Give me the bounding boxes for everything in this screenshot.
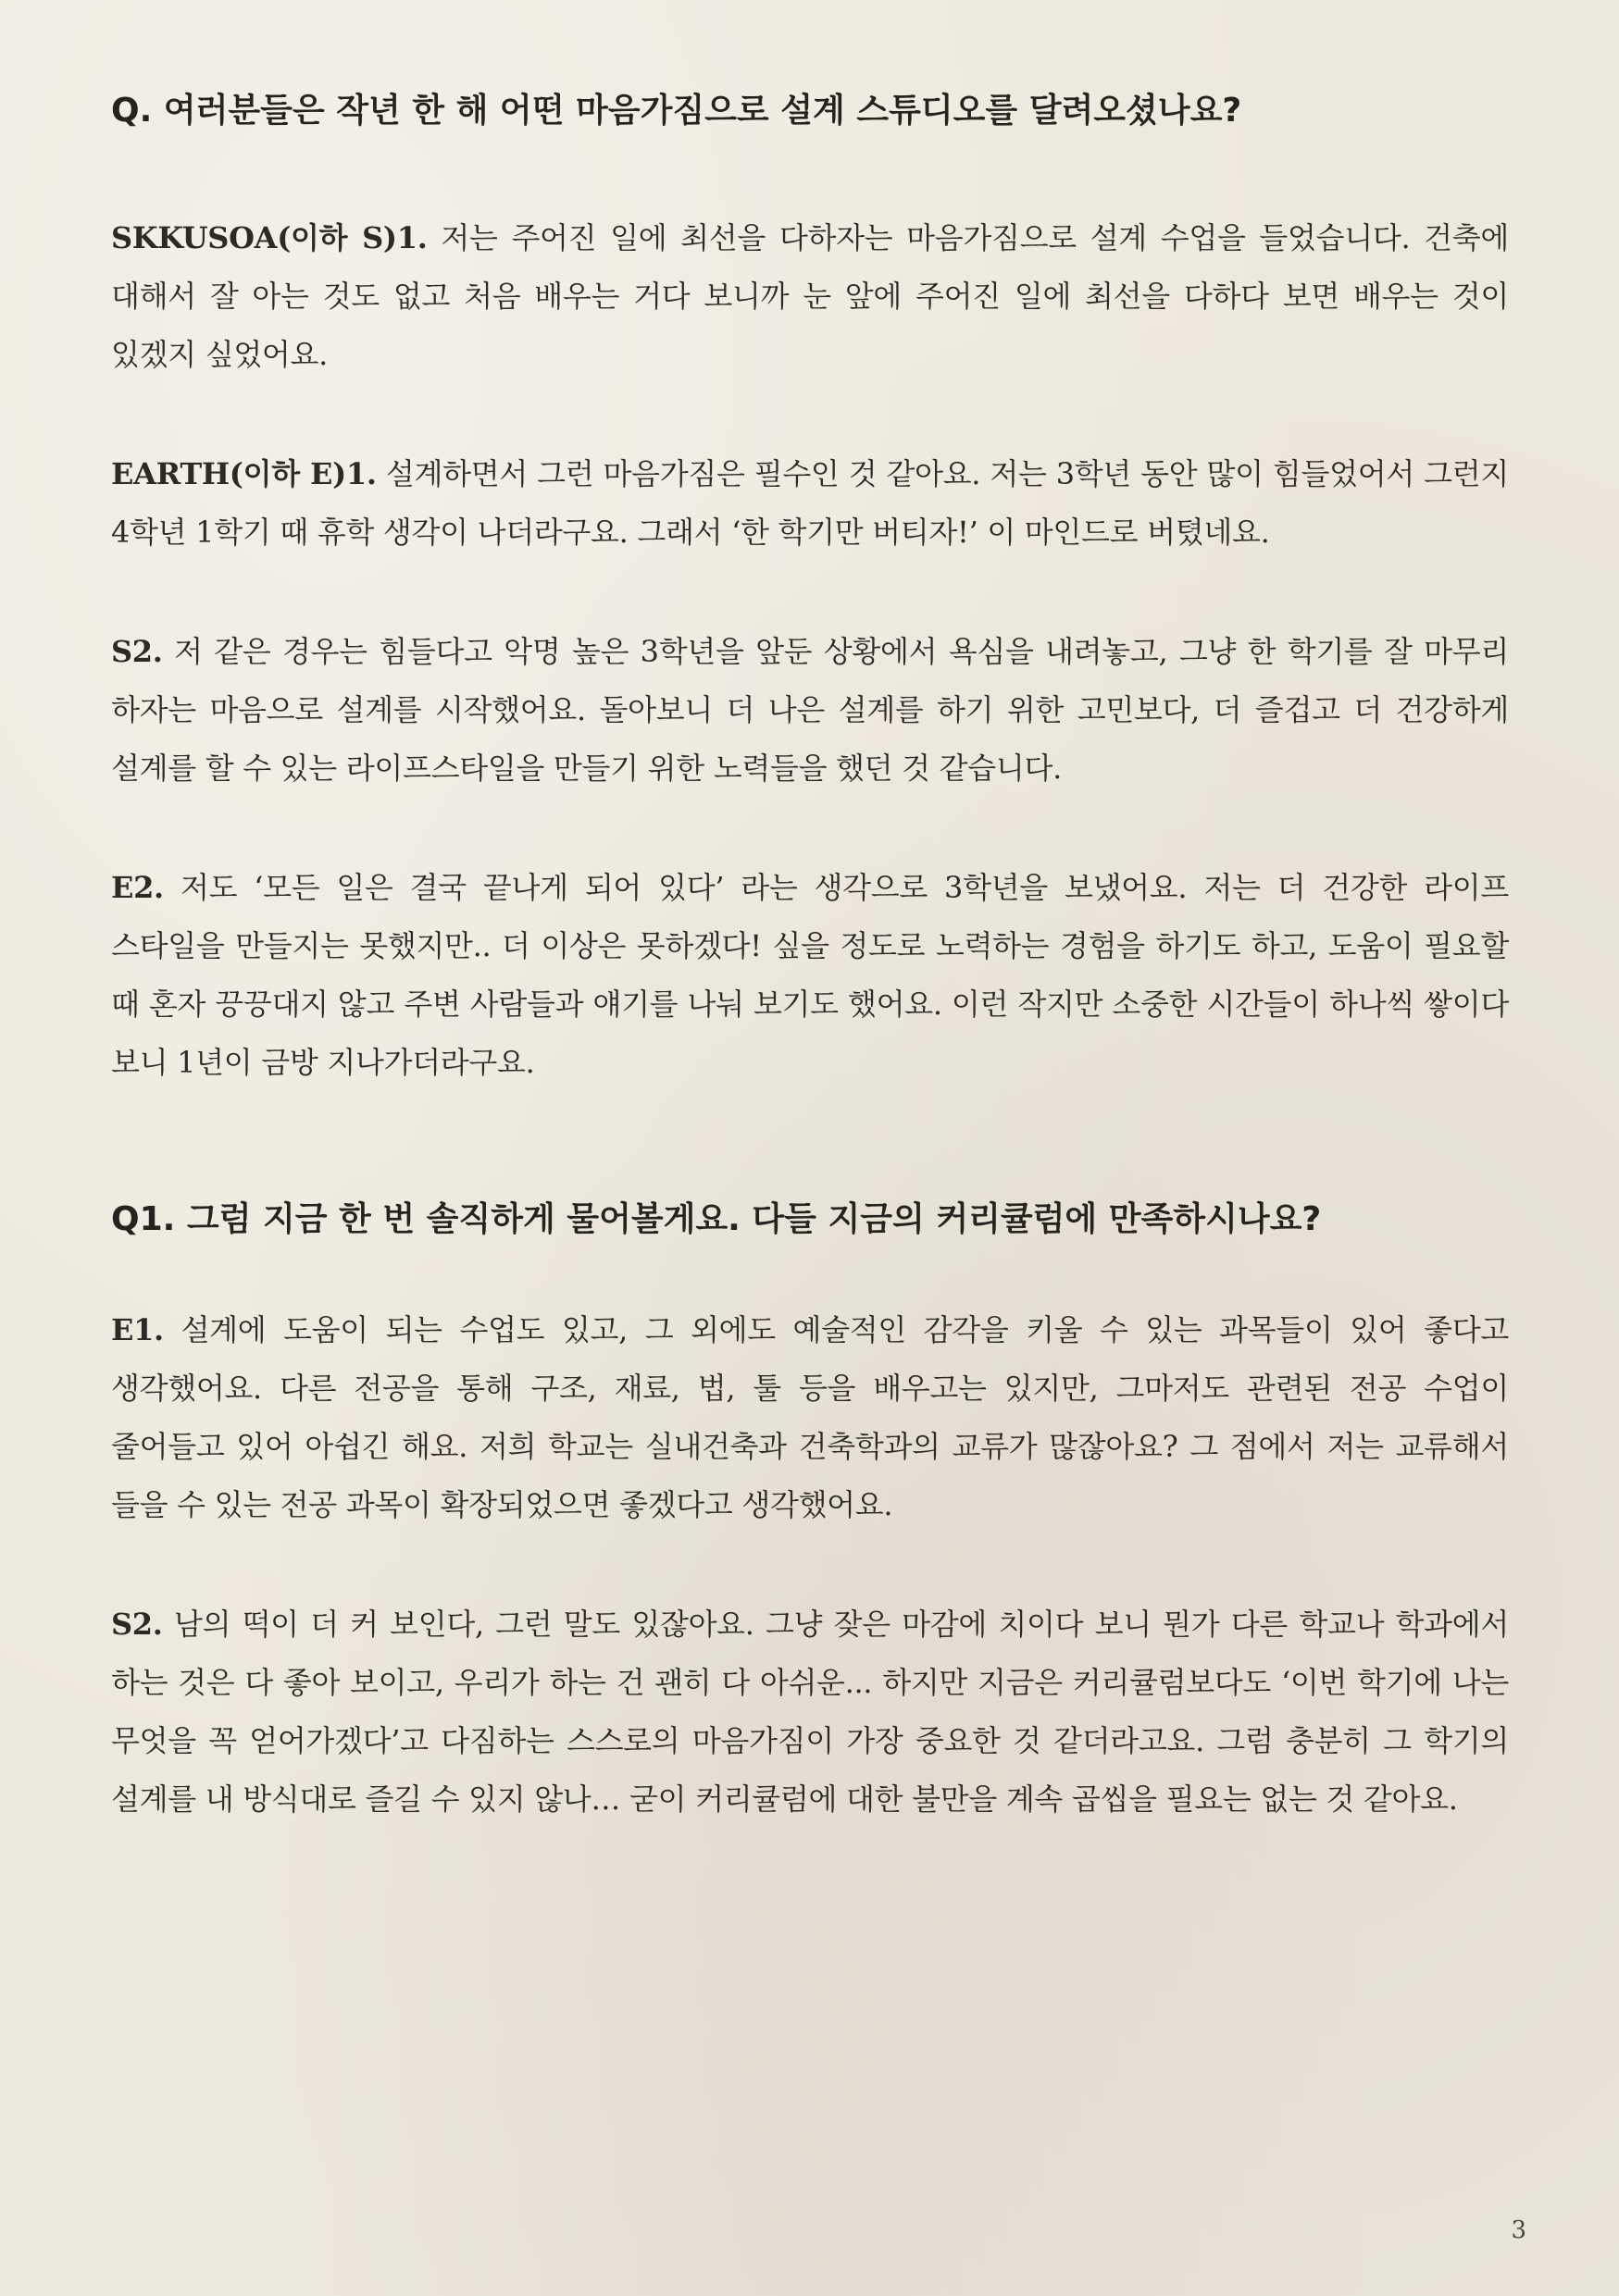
answer-text: 남의 떡이 더 커 보인다, 그런 말도 있잖아요. 그냥 잦은 마감에 치이다 보니 뭔가 다른 학교나 학과에서 하는 것은 다 좋아 보이고, 우리가 하는 건 괜히 다 아쉬운... 하지만 지금은 커리큘럼보다도 ‘이번 학기에 나는 무엇을 꼭 얻어가겠다’고 다짐하는 스스로의 마음가짐이 가장 중요한 것 같더라고요. 그럼 충분히 그 학기의 설계를 내 방식대로 즐길 수 있지 않나… 굳이 커리큘럼에 대한 불만을 계속 곱씹을 필요는 없는 것 같아요. (111, 1607, 1509, 1817)
speaker-label: E2. (111, 870, 164, 905)
answer-text: 저 같은 경우는 힘들다고 악명 높은 3학년을 앞둔 상황에서 욕심을 내려놓고, 그냥 한 학기를 잘 마무리 하자는 마음으로 설계를 시작했어요. 돌아보니 더 나은 설계를 하기 위한 고민보다, 더 즐겁고 더 건강하게 설계를 할 수 있는 라이프스타일을 만들기 위한 노력들을 했던 것 같습니다. (111, 634, 1509, 786)
page-number: 3 (1511, 2216, 1526, 2244)
interview-page (111, 83, 1509, 1829)
answer-paragraph (111, 1595, 1509, 1829)
answer-text: 저도 ‘모든 일은 결국 끝나게 되어 있다’ 라는 생각으로 3학년을 보냈어요. 저는 더 건강한 라이프 스타일을 만들지는 못했지만.. 더 이상은 못하겠다! 싶을 정도로 노력하는 경험을 하기도 하고, 도움이 필요할 때 혼자 끙끙대지 않고 주변 사람들과 얘기를 나눠 보기도 했어요. 이런 작지만 소중한 시간들이 하나씩 쌓이다 보니 1년이 금방 지나가더라구요. (111, 870, 1509, 1080)
speaker-label: S2. (111, 1607, 163, 1642)
answer-paragraph (111, 859, 1509, 1092)
answer-paragraph (111, 209, 1509, 384)
speaker-label: SKKUSOA(이하 S)1. (111, 220, 428, 255)
question-heading: Q1. 그럼 지금 한 번 솔직하게 물어볼게요. 다들 지금의 커리큘럼에 만족하시나요? (111, 1200, 1322, 1238)
speaker-label: EARTH(이하 E)1. (111, 456, 377, 491)
question-heading: Q. 여러분들은 작년 한 해 어떤 마음가짐으로 설계 스튜디오를 달려오셨나요? (111, 92, 1242, 130)
answer-paragraph (111, 445, 1509, 562)
answer-paragraph (111, 623, 1509, 798)
speaker-label: E1. (111, 1312, 164, 1347)
answer-paragraph (111, 1301, 1509, 1534)
answer-text: 저는 주어진 일에 최선을 다하자는 마음가짐으로 설계 수업을 들었습니다. 건축에 대해서 잘 아는 것도 없고 처음 배우는 거다 보니까 눈 앞에 주어진 일에 최선을 다하다 보면 배우는 것이 있겠지 싶었어요. (111, 220, 1509, 372)
answer-text: 설계에 도움이 되는 수업도 있고, 그 외에도 예술적인 감각을 키울 수 있는 과목들이 있어 좋다고 생각했어요. 다른 전공을 통해 구조, 재료, 법, 툴 등을 배우고는 있지만, 그마저도 관련된 전공 수업이 줄어들고 있어 아쉽긴 해요. 저희 학교는 실내건축과 건축학과의 교류가 많잖아요? 그 점에서 저는 교류해서 들을 수 있는 전공 과목이 확장되었으면 좋겠다고 생각했어요. (111, 1312, 1509, 1522)
answer-text: 설계하면서 그런 마음가짐은 필수인 것 같아요. 저는 3학년 동안 많이 힘들었어서 그런지 4학년 1학기 때 휴학 생각이 나더라구요. 그래서 ‘한 학기만 버티자!’ 이 마인드로 버텼네요. (111, 456, 1509, 550)
speaker-label: S2. (111, 634, 163, 669)
